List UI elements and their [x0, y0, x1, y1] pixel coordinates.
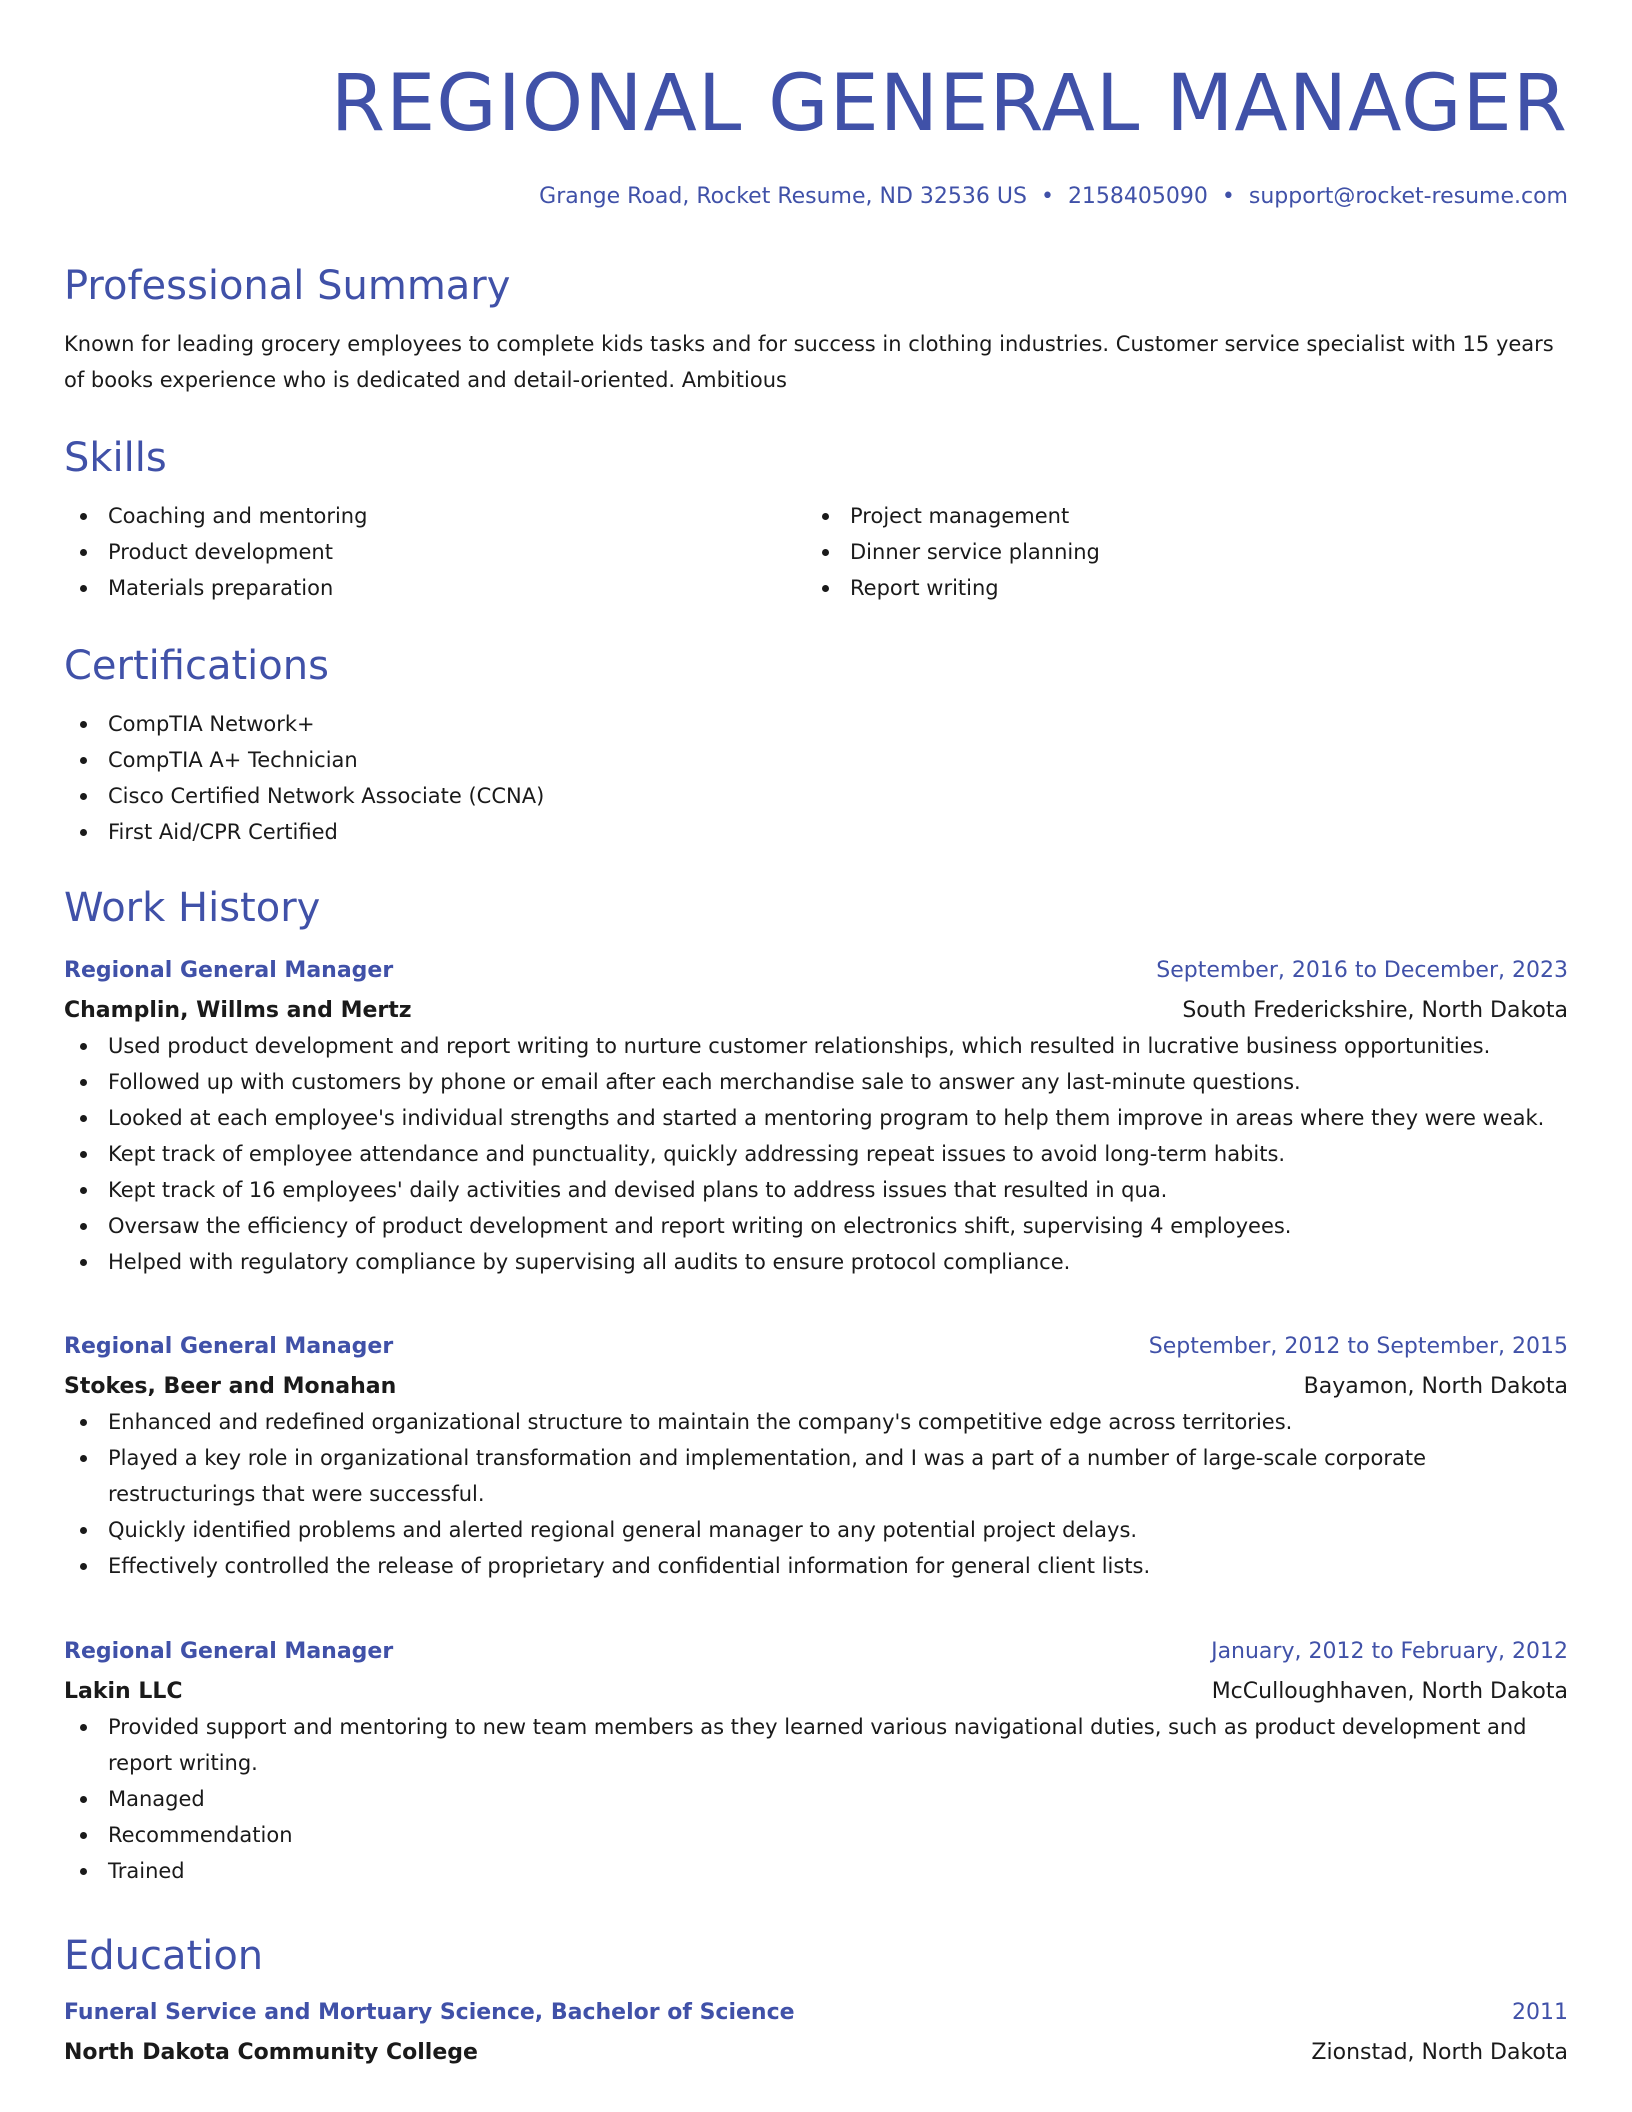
list-item: Effectively controlled the release of proprietary and confidential information for general client lists.	[64, 1548, 1568, 1584]
contact-email[interactable]: support@rocket-resume.com	[1248, 184, 1568, 209]
school-location: Zionstad, North Dakota	[1311, 2040, 1568, 2065]
school-name: North Dakota Community College	[64, 2040, 478, 2065]
degree-name: Funeral Service and Mortuary Science, Bachelor of Science	[64, 2000, 795, 2025]
list-item: Kept track of 16 employees' daily activities and devised plans to address issues that resulted in qua.	[64, 1172, 1568, 1208]
list-item: Managed	[64, 1781, 1568, 1817]
list-item: Materials preparation	[64, 570, 806, 606]
job-location: Bayamon, North Dakota	[1303, 1374, 1568, 1399]
work-history-section	[64, 882, 1568, 934]
section-title: Work History	[64, 885, 321, 931]
skills-column-left	[64, 498, 806, 606]
job-entry	[64, 954, 1568, 1280]
summary-text: Known for leading grocery employees to complete kids tasks and for success in clothing industries. Customer service specialist with 15 years of books experience who is dedicated and detail-oriented. Ambitious	[64, 332, 1554, 392]
education-section	[64, 1930, 1568, 2070]
list-item: Kept track of employee attendance and punctuality, quickly addressing repeat issues to avoid long-term habits.	[64, 1136, 1568, 1172]
job-location: McCulloughhaven, North Dakota	[1211, 1679, 1568, 1704]
section-title: Professional Summary	[64, 263, 511, 309]
skills-grid	[64, 498, 1568, 606]
list-item: Followed up with customers by phone or email after each merchandise sale to answer any last-minute questions.	[64, 1064, 1568, 1100]
section-title: Certifications	[64, 643, 329, 689]
job-dates: January, 2012 to February, 2012	[1211, 1639, 1568, 1664]
contact-phone: 2158405090	[1067, 184, 1208, 209]
job-dates: September, 2012 to September, 2015	[1148, 1334, 1568, 1359]
job-entry	[64, 1330, 1568, 1584]
list-item: Cisco Certified Network Associate (CCNA)	[64, 778, 1568, 814]
list-item: Coaching and mentoring	[64, 498, 806, 534]
list-item: CompTIA Network+	[64, 706, 1568, 742]
list-item: Provided support and mentoring to new team members as they learned various navigational duties, such as product development and report writing.	[64, 1709, 1568, 1781]
list-item: Recommendation	[64, 1817, 1568, 1853]
resume-page	[64, 0, 1568, 2065]
section-title: Education	[64, 1933, 264, 1979]
list-item: Used product development and report writing to nurture customer relationships, which resulted in lucrative business opportunities.	[64, 1028, 1568, 1064]
list-item: Looked at each employee's individual strengths and started a mentoring program to help them improve in areas where they were weak.	[64, 1100, 1568, 1136]
list-item: Report writing	[806, 570, 1548, 606]
section-title: Skills	[64, 435, 167, 481]
skills-column-right	[806, 498, 1548, 606]
job-title: Regional General Manager	[64, 1334, 394, 1359]
contact-separator: •	[1040, 184, 1054, 209]
skills-section	[64, 432, 1568, 606]
list-item: Trained	[64, 1853, 1568, 1889]
list-item: Oversaw the efficiency of product development and report writing on electronics shift, supervising 4 employees.	[64, 1208, 1568, 1244]
summary-section	[64, 260, 1568, 398]
list-item: Quickly identified problems and alerted regional general manager to any potential project delays.	[64, 1512, 1568, 1548]
job-title: Regional General Manager	[64, 958, 394, 983]
job-title: Regional General Manager	[64, 1639, 394, 1664]
job-dates: September, 2016 to December, 2023	[1156, 958, 1568, 983]
resume-name: REGIONAL GENERAL MANAGER	[330, 59, 1568, 149]
list-item: CompTIA A+ Technician	[64, 742, 1568, 778]
company-name: Champlin, Willms and Mertz	[64, 998, 412, 1023]
list-item: Helped with regulatory compliance by supervising all audits to ensure protocol compliance.	[64, 1244, 1568, 1280]
contact-address: Grange Road, Rocket Resume, ND 32536 US	[539, 184, 1027, 209]
list-item: Played a key role in organizational transformation and implementation, and I was a part of a number of large-scale corporate restructurings that were successful.	[64, 1440, 1568, 1512]
list-item: Enhanced and redefined organizational structure to maintain the company's competitive edge across territories.	[64, 1404, 1568, 1440]
company-name: Lakin LLC	[64, 1679, 183, 1704]
list-item: Dinner service planning	[806, 534, 1548, 570]
company-name: Stokes, Beer and Monahan	[64, 1374, 397, 1399]
list-item: First Aid/CPR Certified	[64, 814, 1568, 850]
graduation-year: 2011	[1512, 2000, 1568, 2025]
list-item: Product development	[64, 534, 806, 570]
list-item: Project management	[806, 498, 1548, 534]
contact-line	[64, 182, 1568, 212]
contact-separator: •	[1221, 184, 1235, 209]
job-location: South Frederickshire, North Dakota	[1182, 998, 1568, 1023]
certifications-section	[64, 640, 1568, 850]
job-entry	[64, 1635, 1568, 1889]
